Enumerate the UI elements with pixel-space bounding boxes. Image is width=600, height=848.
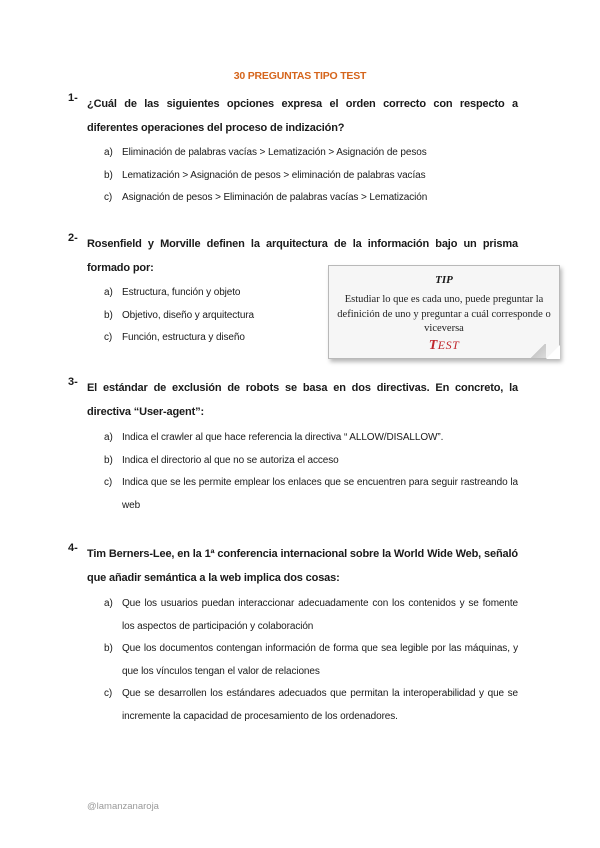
question-number: 3- <box>68 376 78 388</box>
options-list <box>104 142 518 210</box>
question-text: Rosenfield y Morville definen la arquitectura de la información bajo un prisma formado por: <box>87 238 518 274</box>
tip-body: Estudiar lo que es cada uno, puede preguntar la definición de uno y preguntar a cuál corresponde o viceversa <box>337 294 551 334</box>
option-letter: c) <box>104 477 113 488</box>
question-text: Tim Berners-Lee, en la 1ª conferencia internacional sobre la World Wide Web, señaló que añadir semántica a la web implica dos cosas: <box>87 548 518 584</box>
option-a <box>104 142 518 165</box>
option-text: Objetivo, diseño y arquitectura <box>122 309 254 321</box>
options-list <box>104 593 518 728</box>
option-text: Indica el crawler al que hace referencia la directiva “ ALLOW/DISALLOW”. <box>122 432 444 443</box>
option-b <box>104 638 518 683</box>
question-text: El estándar de exclusión de robots se basa en dos directivas. En concreto, la directiva “User-agent”: <box>87 382 518 418</box>
footer-handle: @lamanzanaroja <box>87 801 159 812</box>
option-letter: b) <box>104 309 113 321</box>
question-4 <box>68 542 518 728</box>
option-letter: a) <box>104 598 113 609</box>
question-number: 4- <box>68 542 78 554</box>
option-letter: b) <box>104 454 113 466</box>
option-b <box>104 450 518 473</box>
option-a <box>104 427 518 450</box>
option-text: Función, estructura y diseño <box>122 332 245 343</box>
option-text: Que se desarrollen los estándares adecuados que permitan la interoperabilidad y que se incremente la capacidad de procesamiento de los ordenadores. <box>122 688 518 722</box>
tip-footer <box>329 338 559 354</box>
question-number: 1- <box>68 92 78 104</box>
page-title: 30 PREGUNTAS TIPO TEST <box>233 70 367 82</box>
question-3 <box>68 376 518 517</box>
page-curl-corner <box>546 345 560 359</box>
option-text: Lematización > Asignación de pesos > eliminación de palabras vacías <box>122 169 426 181</box>
option-letter: b) <box>104 169 113 181</box>
question-number: 2- <box>68 232 78 244</box>
option-c <box>104 683 518 728</box>
option-letter: c) <box>104 688 113 699</box>
option-letter: a) <box>104 432 113 443</box>
options-list <box>104 427 518 517</box>
option-text: Que los usuarios puedan interaccionar adecuadamente con los contenidos y se fomente los aspectos de participación y colaboración <box>122 598 518 632</box>
option-text: Estructura, función y objeto <box>122 287 241 298</box>
option-letter: b) <box>104 643 113 654</box>
option-letter: c) <box>104 192 113 203</box>
option-letter: a) <box>104 147 113 158</box>
option-text: Asignación de pesos > Eliminación de palabras vacías > Lematización <box>122 192 428 203</box>
option-b <box>104 165 518 188</box>
option-text: Que los documentos contengan información de forma que sea legible por las máquinas, y que los vínculos tengan el valor de relaciones <box>122 643 518 677</box>
tip-note <box>328 265 560 359</box>
page-curl-shadow <box>530 344 546 358</box>
question-1 <box>68 92 518 210</box>
option-letter: c) <box>104 332 113 343</box>
option-c <box>104 472 518 517</box>
tip-title: TIP <box>435 274 453 286</box>
tip-footer-rest: EST <box>437 337 460 352</box>
option-text: Indica el directorio al que no se autoriza el acceso <box>122 454 339 466</box>
option-letter: a) <box>104 287 113 298</box>
option-text: Indica que se les permite emplear los enlaces que se encuentren para seguir rastreando la web <box>122 477 518 511</box>
option-a <box>104 593 518 638</box>
option-text: Eliminación de palabras vacías > Lematización > Asignación de pesos <box>122 147 427 158</box>
option-c <box>104 187 518 210</box>
question-text: ¿Cuál de las siguientes opciones expresa el orden correcto con respecto a diferentes operaciones del proceso de indización? <box>87 98 518 134</box>
tip-footer-initial: T <box>428 337 438 353</box>
